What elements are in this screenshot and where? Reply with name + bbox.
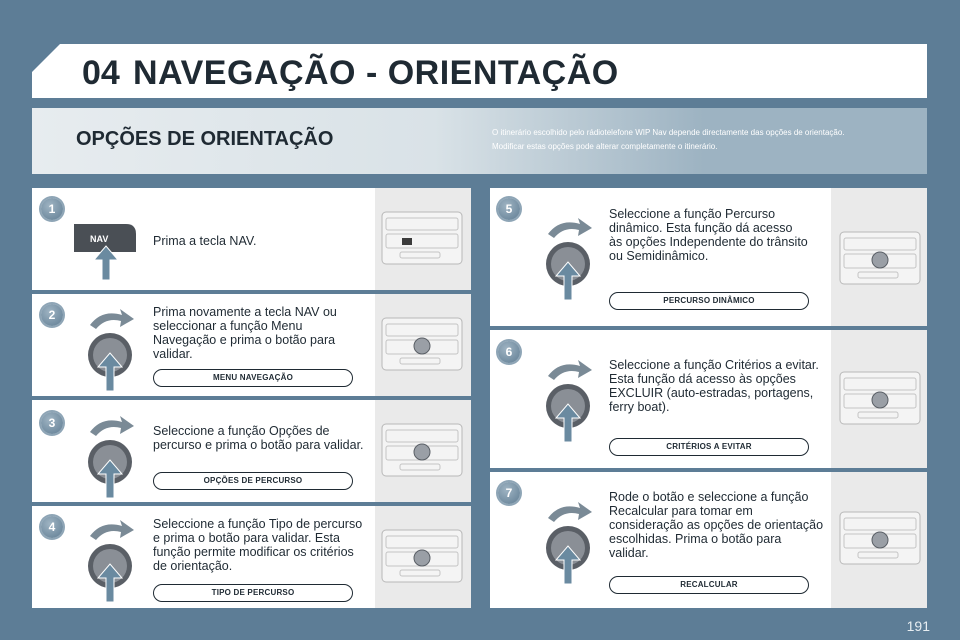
chapter-number: 04 [82,54,120,92]
radio-panel-2 [380,314,464,374]
intro-line-2: Modificar estas opções pode alterar completamente o itinerário. [492,142,718,151]
section-title: OPÇÕES DE ORIENTAÇÃO [76,128,334,150]
page-number: 191 [906,618,930,634]
radio-panel-7 [838,508,922,568]
step-text-2: Prima novamente a tecla NAV ou seleccionar a função Menu Navegação e prima o botão para validar. [153,305,337,361]
step-text-6: Seleccione a função Critérios a evitar. Esta função dá acesso às opções EXCLUIR (auto-estradas, portagens, ferry boat). [609,358,819,414]
step-text-3: Seleccione a função Opções de percurso e prima o botão para validar. [153,424,364,452]
opcoes-de-percurso-button[interactable]: OPÇÕES DE PERCURSO [153,472,353,490]
menu-navegacao-button[interactable]: MENU NAVEGAÇÃO [153,369,353,387]
step-badge-7: 7 [498,482,520,504]
step-badge-6: 6 [498,341,520,363]
radio-panel-1 [380,208,464,268]
radio-panel-5 [838,228,922,288]
step-text-4: Seleccione a função Tipo de percurso e prima o botão para validar. Esta função permite modificar os critérios de orientação. [153,517,363,573]
knob-press-icon [536,214,606,304]
nav-key-icon [74,220,144,292]
step-badge-1: 1 [41,198,63,220]
step-badge-3: 3 [41,412,63,434]
step-text-5: Seleccione a função Percurso dinâmico. Esta função dá acesso às opções Independente do trânsito ou Semidinâmico. [609,207,808,263]
radio-panel-3 [380,420,464,480]
knob-turn-icon [536,498,606,588]
knob-press-icon [78,412,148,502]
radio-panel-6 [838,368,922,428]
tipo-de-percurso-button[interactable]: TIPO DE PERCURSO [153,584,353,602]
knob-press-icon [78,516,148,606]
intro-line-1: O itinerário escolhido pelo rádiotelefone WIP Nav depende directamente das opções de orientação. [492,128,845,137]
step-badge-2: 2 [41,304,63,326]
step-text-1: Prima a tecla NAV. [153,234,257,248]
step-badge-5: 5 [498,198,520,220]
knob-press-icon [78,305,148,395]
criterios-a-evitar-button[interactable]: CRITÉRIOS A EVITAR [609,438,809,456]
section-intro [492,126,922,154]
percurso-dinamico-button[interactable]: PERCURSO DINÂMICO [609,292,809,310]
step-text-7: Rode o botão e seleccione a função Recalcular para tomar em consideração as opções de orientação escolhidas. Prima o botão para validar. [609,490,824,560]
radio-panel-4 [380,526,464,586]
recalcular-button[interactable]: RECALCULAR [609,576,809,594]
nav-key-label: NAV [90,234,109,244]
step-badge-4: 4 [41,516,63,538]
page-title: NAVEGAÇÃO - ORIENTAÇÃO [133,54,619,92]
knob-press-icon [536,356,606,446]
